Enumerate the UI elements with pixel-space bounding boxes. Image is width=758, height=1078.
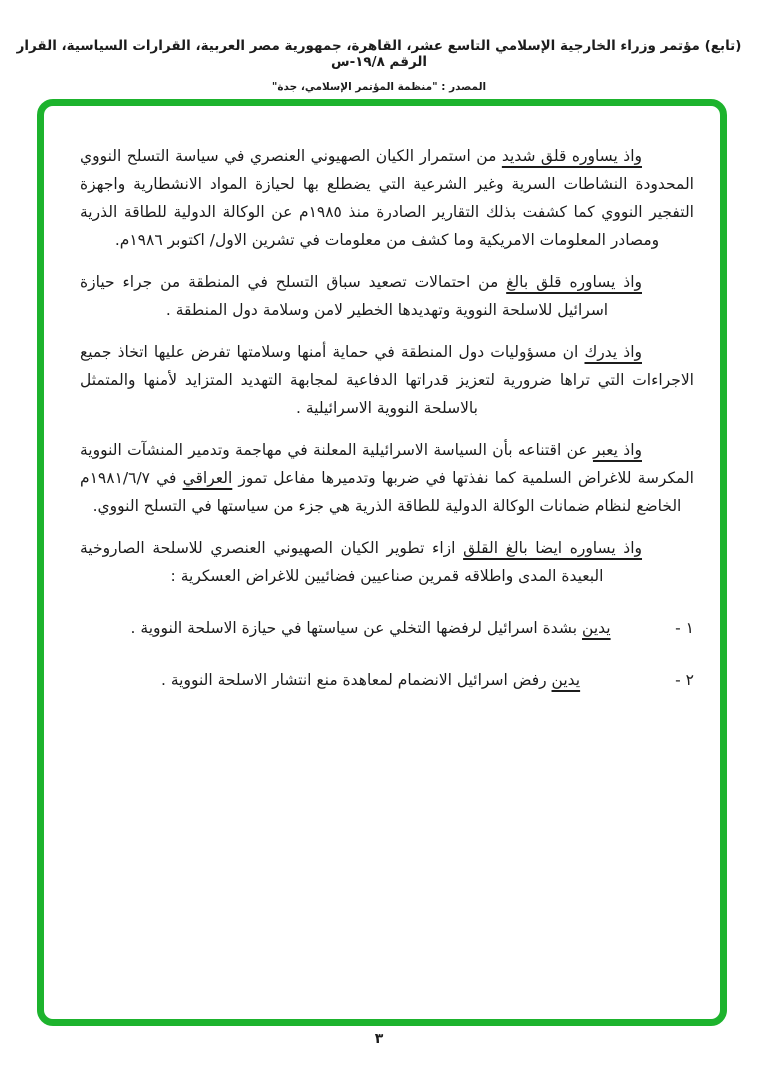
preamble-paragraph-5 [80, 534, 694, 590]
preamble-5-lead-underlined: واذ يساوره ايضا بالغ القلق [463, 539, 643, 557]
preamble-paragraph-4 [80, 436, 694, 520]
preamble-3-text: ان مسؤوليات دول المنطقة في حماية أمنها وسلامتها تفرض عليها اتخاذ جميع الاجراءات التي تراها ضرورية لتعزيز قدراتها الدفاعية لمجابهة التهديد المتزايد لأمنها والمتمثل بالاسلحة النووية الاسرائيلية . [80, 343, 694, 417]
clause-2-text-block [80, 666, 661, 694]
clause-item-2 [80, 666, 694, 694]
preamble-4-text-part1: عن اقتناعه بأن السياسة الاسرائيلية المعلنة في مهاجمة وتدمير المنشآت النووية المكرسة للاغراض السلمية كما نفذتها في ضربها وتدميرها مفاعل تموز [80, 441, 694, 487]
preamble-paragraph-1 [80, 142, 694, 254]
preamble-2-lead-underlined: واذ يساوره قلق بالغ [506, 273, 642, 291]
preamble-1-text: من استمرار الكيان الصهيوني العنصري في سياسة التسلح النووي المحدودة النشاطات السرية وغير الشرعية التي يضطلع بها لحيازة المواد الانشطارية واجهزة التفجير النووي كما كشفت بذلك التقارير الصادرة منذ ١٩٨٥م عن الوكالة الدولية للطاقة الذرية ومصادر المعلومات الامريكية وما كشف من معلومات في تشرين الاول/ اكتوبر ١٩٨٦م. [80, 147, 694, 249]
clause-2-text: رفض اسرائيل الانضمام لمعاهدة منع انتشار الاسلحة النووية . [161, 671, 547, 689]
preamble-1-lead-underlined: واذ يساوره قلق شديد [501, 147, 642, 165]
preamble-paragraph-3 [80, 338, 694, 422]
preamble-paragraph-2 [80, 268, 694, 324]
clause-2-lead-underlined: يدين [551, 671, 581, 689]
preamble-4-underlined-word: العراقي [182, 469, 233, 487]
clause-1-text: بشدة اسرائيل لرفضها التخلي عن سياستها في حيازة الاسلحة النووية . [130, 619, 578, 637]
preamble-4-text-part2: في ١٩٨١/٦/٧م الخاضع لنظام ضمانات الوكالة الدولية للطاقة الذرية هي جزء من سياستها في التسلح النووي. [80, 469, 682, 515]
preamble-4-lead-underlined: واذ يعبر [592, 441, 642, 459]
preamble-5-text: ازاء تطوير الكيان الصهيوني العنصري للاسلحة الصاروخية البعيدة المدى واطلاقه قمرين صناعيين فضائيين للاغراض العسكرية : [80, 539, 604, 585]
operative-clauses-list [80, 614, 694, 694]
preamble-2-text: من احتمالات تصعيد سباق التسلح في المنطقة من جراء حيازة اسرائيل للاسلحة النووية وتهديدها الخطير لامن وسلامة دول المنطقة . [80, 273, 609, 319]
page-number: ٣ [374, 1031, 384, 1047]
resolution-text-block [80, 142, 694, 694]
green-border-frame [37, 99, 727, 1026]
clause-1-text-block [80, 614, 661, 642]
clause-2-number: ٢ - [675, 671, 694, 689]
page-header [0, 0, 758, 93]
document-title: (تابع) مؤتمر وزراء الخارجية الإسلامي التاسع عشر، القاهرة، جمهورية مصر العربية، القرارات السياسية، القرار الرقم ١٩/٨-س [16, 38, 742, 70]
document-source-line: المصدر : "منظمة المؤتمر الإسلامي، جدة" [271, 81, 487, 93]
clause-1-number: ١ - [675, 619, 694, 637]
clause-item-1 [80, 614, 694, 642]
preamble-3-lead-underlined: واذ يدرك [584, 343, 642, 361]
clause-1-lead-underlined: يدين [582, 619, 611, 637]
